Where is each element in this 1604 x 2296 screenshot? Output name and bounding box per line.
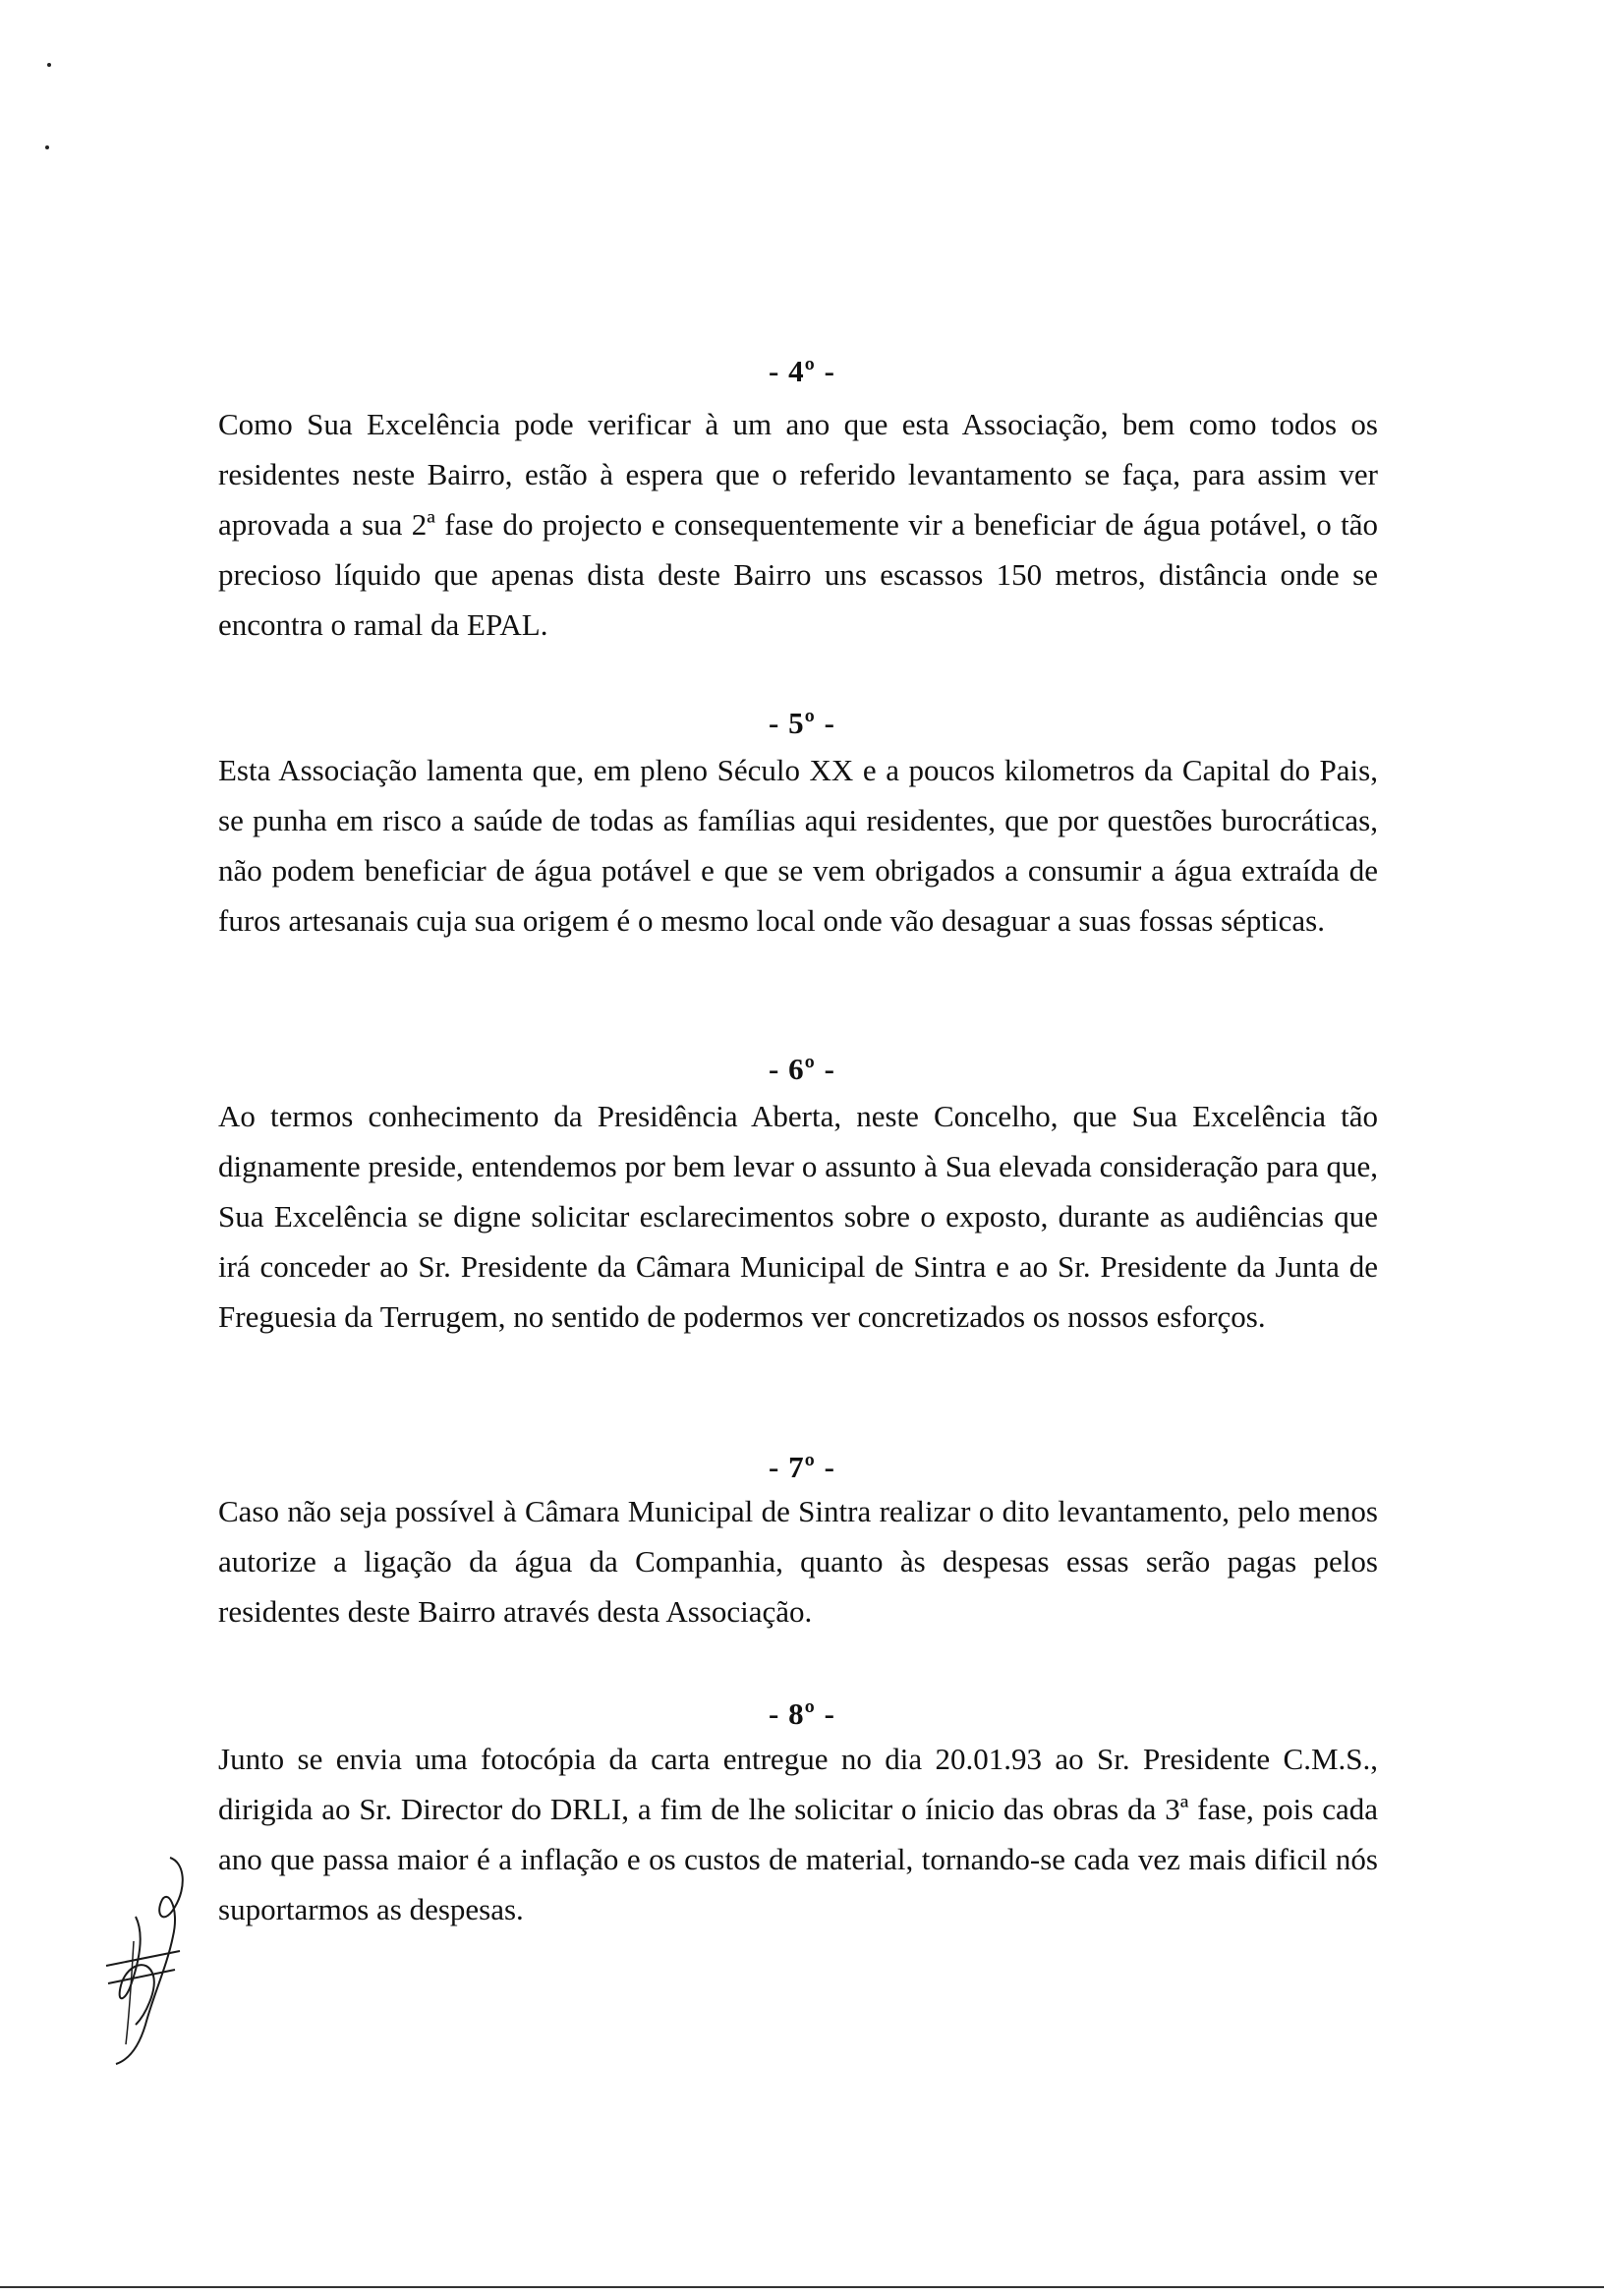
bottom-scan-edge xyxy=(0,2286,1604,2288)
section-5-heading: - 5º - xyxy=(769,706,835,740)
section-4-paragraph: Como Sua Excelência pode verificar à um ano que esta Associação, bem como todos os residentes neste Bairro, estão à espera que o referido levantamento se faça, para assim ver aprovada a sua 2ª fase do projecto e consequentemente vir a beneficiar de água potável, o tão precioso líquido que apenas dista deste Bairro uns escassos 150 metros, distância onde se encontra o ramal da EPAL. xyxy=(218,407,1378,642)
section-8-paragraph: Junto se envia uma fotocópia da carta entregue no dia 20.01.93 ao Sr. Presidente C.M.S., dirigida ao Sr. Director do DRLI, a fim de lhe solicitar o ínicio das obras da 3ª fase, pois cada ano que passa maior é a inflação e os custos de material, tornando-se cada vez mais dificil nós suportarmos as despesas. xyxy=(218,1742,1378,1926)
section-7-heading: - 7º - xyxy=(769,1450,835,1484)
section-4-heading: - 4º - xyxy=(769,354,835,388)
section-5-paragraph: Esta Associação lamenta que, em pleno Século XX e a poucos kilometros da Capital do Pais, se punha em risco a saúde de todas as famílias aqui residentes, que por questões burocráticas, não podem beneficiar de água potável e que se vem obrigados a consumir a água extraída de furos artesanais cuja sua origem é o mesmo local onde vão desaguar a suas fossas sépticas. xyxy=(218,753,1378,938)
handwritten-initials-icon xyxy=(77,1848,204,2074)
scan-speck xyxy=(47,63,51,67)
section-8-heading: - 8º - xyxy=(769,1696,835,1731)
section-6-paragraph: Ao termos conhecimento da Presidência Aberta, neste Concelho, que Sua Excelência tão dignamente preside, entendemos por bem levar o assunto à Sua elevada consideração para que, Sua Excelência se digne solicitar esclarecimentos sobre o exposto, durante as audiências que irá conceder ao Sr. Presidente da Câmara Municipal de Sintra e ao Sr. Presidente da Junta de Freguesia da Terrugem, no sentido de podermos ver concretizados os nossos esforços. xyxy=(218,1099,1378,1334)
scan-speck xyxy=(45,145,49,149)
section-7-paragraph: Caso não seja possível à Câmara Municipal de Sintra realizar o dito levantamento, pelo menos autorize a ligação da água da Companhia, quanto às despesas essas serão pagas pelos residentes deste Bairro através desta Associação. xyxy=(218,1494,1378,1629)
section-6-heading: - 6º - xyxy=(769,1052,835,1086)
